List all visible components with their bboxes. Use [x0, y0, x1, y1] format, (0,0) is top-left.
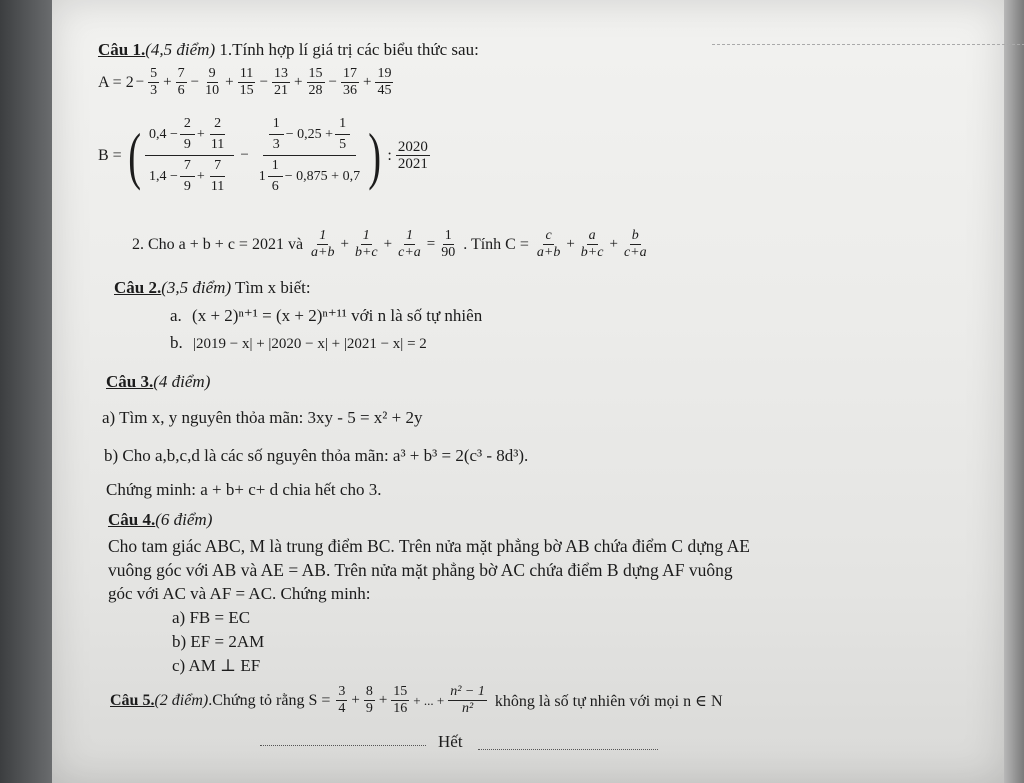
cau2-points: (3,5 điểm)	[161, 278, 232, 297]
numerator: 7	[177, 66, 185, 81]
cau1-heading: Câu 1.	[98, 40, 146, 59]
fraction	[176, 66, 187, 99]
denominator: b+c	[580, 245, 604, 260]
term-sign: −	[135, 74, 145, 90]
text: . Tính C =	[463, 235, 529, 253]
numerator: b	[631, 228, 639, 243]
fraction	[272, 66, 290, 99]
cau4-heading: Câu 4.	[108, 510, 156, 529]
right-paren: )	[368, 119, 382, 191]
numerator: 1	[405, 228, 413, 243]
term-sign: −	[190, 74, 200, 90]
denominator: c+a	[623, 245, 647, 260]
numerator: 15	[393, 684, 408, 699]
end-marker: Hết	[438, 732, 463, 751]
numerator: c	[545, 228, 552, 243]
b-fraction-1	[145, 116, 234, 195]
item-label: a.	[170, 306, 182, 325]
numerator: 2020	[397, 139, 428, 155]
fraction	[579, 228, 606, 261]
fraction	[207, 158, 228, 195]
cau3-part-b: b) Cho a,b,c,d là các số nguyên thỏa mãn: a³ + b³ = 2(c³ - 8d³).	[104, 446, 529, 465]
item-text: (x + 2)ⁿ⁺¹ = (x + 2)ⁿ⁺¹¹ với n là số tự nhiên	[192, 306, 483, 325]
numerator: 3	[338, 684, 346, 699]
fraction	[448, 684, 487, 717]
numerator: 7	[210, 158, 225, 177]
plus-sign: +	[351, 692, 360, 708]
cau1-heading-line	[98, 40, 479, 60]
fraction	[148, 66, 159, 99]
denominator: 11	[210, 137, 225, 152]
denominator: c+a	[398, 245, 421, 260]
denominator: a+b	[536, 245, 561, 260]
fraction	[364, 684, 375, 717]
denominator: 90	[441, 245, 456, 260]
denominator: 9	[183, 137, 191, 152]
cau3-heading-line	[106, 372, 210, 392]
term-sign: +	[362, 74, 372, 90]
cau2-item-a	[170, 306, 482, 326]
denominator: 6	[271, 179, 279, 194]
fraction	[622, 228, 649, 261]
denominator: a+b	[311, 245, 335, 260]
document-page	[52, 0, 1004, 783]
denominator: 11	[210, 179, 225, 194]
denominator: 45	[377, 83, 392, 98]
plus-sign: +	[340, 236, 349, 252]
fraction	[180, 158, 195, 195]
fraction	[439, 228, 457, 261]
denominator: b+c	[354, 245, 378, 260]
numerator: 1	[362, 228, 370, 243]
ellipsis: + ... +	[413, 692, 445, 708]
fraction	[335, 116, 350, 153]
colon: :	[387, 146, 392, 164]
numerator: 11	[239, 66, 254, 81]
fraction	[309, 228, 336, 261]
plus-sign: +	[566, 236, 575, 252]
expression-a	[98, 66, 395, 99]
fraction	[238, 66, 256, 99]
cau3-points: (4 điểm)	[153, 372, 211, 391]
equals-sign: =	[426, 236, 436, 252]
cau4-item-a: a) FB = EC	[172, 608, 251, 627]
numerator: 1	[269, 116, 284, 135]
term-sign: +	[163, 74, 172, 90]
fraction	[396, 228, 423, 261]
cau4-text-line-3: góc với AC và AF = AC. Chứng minh:	[108, 584, 371, 603]
fraction	[269, 116, 284, 153]
cau5-line	[110, 684, 723, 717]
numerator: 2	[180, 116, 195, 135]
b-fraction-1-denominator	[145, 156, 234, 195]
fraction	[353, 228, 380, 261]
cau5-task: .Chứng tỏ rằng S =	[208, 691, 331, 709]
item-label: b.	[170, 333, 183, 352]
denominator: 2021	[397, 156, 428, 172]
footer-rule-right	[478, 749, 658, 750]
numerator: 9	[208, 66, 216, 81]
denominator: 16	[393, 701, 408, 716]
b-fraction-2-numerator	[263, 116, 356, 156]
b-fraction-2	[255, 116, 364, 195]
denominator: 28	[308, 83, 323, 98]
cau1-part2	[132, 228, 651, 261]
cau5-tail: không là số tự nhiên với mọi n ∈ N	[494, 692, 723, 710]
expression-b	[98, 116, 432, 195]
margin-guide-top	[712, 44, 1024, 45]
text: − 0,25 +	[285, 126, 334, 142]
term-sign: −	[259, 74, 269, 90]
cau4-item-b: b) EF = 2AM	[172, 632, 265, 651]
plus-sign: +	[196, 168, 205, 184]
fraction	[207, 116, 228, 153]
plus-sign: +	[378, 692, 388, 708]
cau1-points: (4,5 điểm)	[145, 40, 216, 59]
denominator: 21	[274, 83, 289, 98]
footer-rule-left	[260, 745, 426, 746]
b-fraction-1-numerator	[145, 116, 234, 156]
cau2-item-b	[170, 333, 427, 354]
monitor-bezel-left	[0, 0, 52, 783]
fraction	[375, 66, 393, 99]
numerator: 13	[274, 66, 289, 81]
mixed-number	[259, 158, 285, 195]
numerator: 8	[365, 684, 373, 699]
numerator: 19	[377, 66, 392, 81]
denominator: 9	[365, 701, 373, 716]
denominator: 10	[205, 83, 220, 98]
numerator: 1	[335, 116, 350, 135]
fraction	[341, 66, 359, 99]
denominator: n²	[461, 701, 474, 716]
text: 0,4 −	[149, 126, 178, 142]
cau2-heading: Câu 2.	[114, 278, 162, 297]
plus-sign: +	[383, 236, 393, 252]
numerator: a	[588, 228, 596, 243]
denominator: 6	[177, 83, 185, 98]
left-paren: (	[127, 119, 141, 191]
numerator: 1	[319, 228, 327, 243]
cau4-points: (6 điểm)	[155, 510, 213, 529]
text: − 0,875 + 0,7	[284, 168, 361, 184]
fraction	[396, 139, 430, 172]
numerator: 5	[150, 66, 158, 81]
denominator: 9	[183, 179, 191, 194]
denominator: 3	[150, 83, 158, 98]
b-fraction-2-denominator	[255, 156, 364, 195]
fraction	[336, 684, 347, 717]
denominator: 15	[239, 83, 254, 98]
term-sign: +	[225, 74, 234, 90]
term-sign: −	[328, 74, 337, 90]
numerator: 2	[210, 116, 225, 135]
expression-b-lhs: B =	[98, 146, 122, 164]
numerator: 15	[308, 66, 323, 81]
text: 1,4 −	[149, 168, 178, 184]
fraction	[203, 66, 221, 99]
numerator: 1	[444, 228, 452, 243]
cau1-task: 1.Tính hợp lí giá trị các biểu thức sau:	[215, 40, 479, 59]
whole-part: 1	[258, 168, 266, 184]
fraction	[307, 66, 325, 99]
numerator: 1	[268, 158, 283, 177]
expression-a-lhs: A = 2	[98, 73, 134, 91]
numerator: n² − 1	[450, 684, 485, 699]
fraction	[535, 228, 562, 261]
minus-sign: −	[240, 147, 249, 163]
cau4-text-line-1: Cho tam giác ABC, M là trung điểm BC. Trên nửa mặt phẳng bờ AB chứa điểm C dựng AE	[108, 536, 750, 556]
fraction	[180, 116, 195, 153]
plus-sign: +	[196, 126, 205, 142]
cau5-points: (2 điểm)	[154, 691, 209, 709]
denominator: 4	[338, 701, 346, 716]
denominator: 36	[342, 83, 357, 98]
cau4-item-c: c) AM ⊥ EF	[172, 656, 261, 675]
plus-sign: +	[609, 236, 618, 252]
cau3-conclusion: Chứng minh: a + b+ c+ d chia hết cho 3.	[106, 480, 382, 499]
denominator: 3	[272, 137, 280, 152]
numerator: 7	[180, 158, 195, 177]
cau3-part-a: a) Tìm x, y nguyên thỏa mãn: 3xy - 5 = x² + 2y	[102, 408, 423, 427]
fraction	[268, 158, 283, 195]
denominator: 5	[339, 137, 347, 152]
cau2-task: Tìm x biết:	[231, 278, 311, 297]
fraction	[391, 684, 409, 717]
cau5-heading: Câu 5.	[110, 691, 155, 709]
cau4-heading-line	[108, 510, 212, 530]
term-sign: +	[294, 74, 303, 90]
window-scrollbar[interactable]	[1004, 0, 1024, 783]
cau2-heading-line	[114, 278, 311, 298]
item-text: |2019 − x| + |2020 − x| + |2021 − x| = 2	[193, 336, 427, 352]
cau4-text-line-2: vuông góc với AB và AE = AB. Trên nửa mặt phẳng bờ AC chứa điểm B dựng AF vuông	[108, 560, 733, 580]
cau3-heading: Câu 3.	[106, 372, 154, 391]
numerator: 17	[342, 66, 357, 81]
text: 2. Cho a + b + c = 2021 và	[132, 235, 304, 253]
